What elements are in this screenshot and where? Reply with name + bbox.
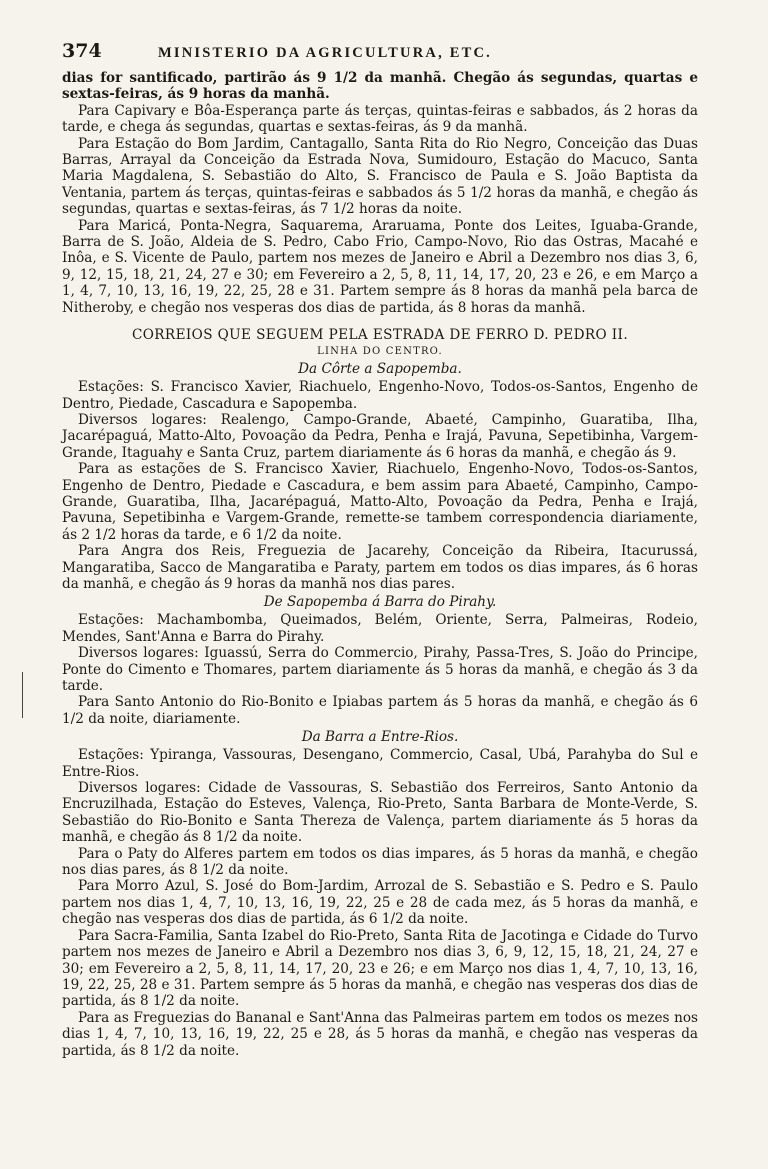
- main-heading: CORREIOS QUE SEGUEM PELA ESTRADA DE FERRO D. PEDRO II.: [131, 327, 629, 344]
- intro-paragraph: Para Maricá, Ponta-Negra, Saquarema, Araruama, Ponte dos Leites, Iguaba-Grande, Barra de S. João, Aldeia de S. Pedro, Cabo Frio, Campo-Novo, Rio das Ostras, Macahé e Inôa, e S. Vicente de Paulo, partem nos mezes de Janeiro e Abril a Dezembro nos dias 3, 6, 9, 12, 15, 18, 21, 24, 27 e 30; em Fevereiro a 2, 5, 8, 11, 14, 17, 20, 23 e 26, e em Março a 1, 4, 7, 10, 13, 16, 19, 22, 25, 28 e 31. Partem sempre ás 8 horas da manhã pela barca de Nitheroby, e chegão nos vesperas dos dias de partida, ás 8 horas da manhã.: [62, 217, 698, 316]
- section-paragraph: Diversos logares: Realengo, Campo-Grande, Abaeté, Campinho, Guaratiba, Ilha, Jacarépaguá, Matto-Alto, Povoação da Pedra, Penha e Irajá, Pavuna, Sepetibinha, Vargem-Grande, Itaguahy e Santa Cruz, partem diariamente ás 6 horas da manhã, e chegão ás 9.: [62, 411, 698, 461]
- running-header: [62, 40, 698, 70]
- section-paragraph: Diversos logares: Cidade de Vassouras, S. Sebastião dos Ferreiros, Santo Antonio da Encruzilhada, Estação do Esteves, Valença, Rio-Preto, Santa Barbara de Monte-Verde, S. Sebastião do Rio-Bonito e Santa Thereza de Valença, partem diariamente ás 5 horas da manhã, e chegão ás 8 1/2 da noite.: [62, 780, 698, 846]
- intro-paragraph: Para Estação do Bom Jardim, Cantagallo, Santa Rita do Rio Negro, Conceição das Duas Barras, Arrayal da Conceição da Estrada Nova, Sumidouro, Estação do Macuco, Santa Maria Magdalena, S. Sebastião do Alto, S. Francisco de Paula e S. João Baptista da Ventania, partem ás terças, quintas-feiras e sabbados ás 5 1/2 horas da manhã, e chegão ás segundas, quartas e sextas-feiras, ás 7 1/2 horas da noite.: [62, 135, 698, 218]
- section-title: Da Côrte a Sapopemba.: [298, 361, 462, 378]
- page-number: 374: [62, 40, 102, 62]
- section-corte-sapopemba: [62, 361, 698, 592]
- section-paragraph: Estações: Machambomba, Queimados, Belém, Oriente, Serra, Palmeiras, Rodeio, Mendes, Sant'Anna e Barra do Pirahy.: [62, 612, 698, 645]
- section-title: De Sapopemba á Barra do Pirahy.: [263, 594, 497, 611]
- section-paragraph: Para Sacra-Familia, Santa Izabel do Rio-Preto, Santa Rita de Jacotinga e Cidade do Turvo partem nos mezes de Janeiro e Abril a Dezembro nos dias 3, 6, 9, 12, 15, 18, 21, 24, 27 e 30; em Fevereiro a 2, 5, 8, 11, 14, 17, 20, 23 e 26; e em Março nos dias 1, 4, 7, 10, 13, 16, 19, 22, 25, 28 e 31. Partem sempre ás 5 horas da manhã, e chegão nas vesperas dos dias de partida, ás 8 1/2 da noite.: [62, 927, 698, 1010]
- section-paragraph: Para Angra dos Reis, Freguezia de Jacarehy, Conceição da Ribeira, Itacurussá, Mangaratiba, Sacco de Mangaratiba e Paraty, partem em todos os dias impares, ás 6 horas da manhã, e chegão ás 9 horas da manhã nos dias pares.: [62, 543, 698, 592]
- section-paragraph: Para as estações de S. Francisco Xavier, Riachuelo, Engenho-Novo, Todos-os-Santos, Engenho de Dentro, Piedade e Cascadura, e bem assim para Abaeté, Campinho, Campo-Grande, Guaratiba, Ilha, Jacarépaguá, Matto-Alto, Povoação da Pedra, Penha e Irajá, Pavuna, Sepetibinha e Vargem-Grande, remette-se tambem correspondencia diariamente, ás 2 1/2 horas da tarde, e 6 1/2 da noite.: [62, 461, 698, 543]
- section-paragraph: Para o Paty do Alferes partem em todos os dias impares, ás 5 horas da manhã, e chegão nos dias pares, ás 8 1/2 da noite.: [62, 845, 698, 879]
- intro-paragraph: Para Capivary e Bôa-Esperança parte ás terças, quintas-feiras e sabbados, ás 2 horas da tarde, e chega ás segundas, quartas e sextas-feiras, ás 9 da manhã.: [62, 102, 698, 136]
- section-title: Da Barra a Entre-Rios.: [301, 729, 459, 746]
- section-paragraph: Estações: S. Francisco Xavier, Riachuelo, Engenho-Novo, Todos-os-Santos, Engenho de Dentro, Piedade, Cascadura e Sapopemba.: [62, 379, 698, 412]
- section-paragraph: Para Morro Azul, S. José do Bom-Jardim, Arrozal de S. Sebastião e S. Pedro e S. Paulo partem nos dias 1, 4, 7, 10, 13, 16, 19, 22, 25 e 28 de cada mez, ás 5 horas da manhã, e chegão nas vesperas dos dias de partida, ás 6 1/2 da noite.: [62, 878, 698, 928]
- section-sapopemba-pirahy: [62, 594, 698, 727]
- sub-heading: LINHA DO CENTRO.: [317, 346, 443, 358]
- section-paragraph: Para as Freguezias do Bananal e Sant'Anna das Palmeiras partem em todos os mezes nos dias 1, 4, 7, 10, 13, 16, 19, 22, 25 e 28, ás 5 horas da manhã, e chegão nas vesperas da partida, ás 8 1/2 da noite.: [62, 1009, 698, 1059]
- section-barra-entre-rios: [62, 729, 698, 1059]
- section-paragraph: Estações: Ypiranga, Vassouras, Desengano, Commercio, Casal, Ubá, Parahyba do Sul e Entre-Rios.: [62, 747, 698, 780]
- section-paragraph: Para Santo Antonio do Rio-Bonito e Ipiabas partem ás 5 horas da manhã, e chegão ás 6 1/2 da noite, diariamente.: [62, 694, 698, 727]
- margin-mark: [22, 672, 23, 718]
- intro-paragraph: dias for santificado, partirão ás 9 1/2 da manhã. Chegão ás segundas, quartas e sextas-feiras, ás 9 horas da manhã.: [62, 70, 698, 103]
- section-paragraph: Diversos logares: Iguassú, Serra do Commercio, Pirahy, Passa-Tres, S. João do Principe, Ponte do Cimento e Thomares, partem diariamente ás 5 horas da manhã, e chegão ás 3 da tarde.: [62, 645, 698, 694]
- running-title: MINISTERIO DA AGRICULTURA, ETC.: [158, 45, 492, 61]
- intro-block: [62, 70, 698, 316]
